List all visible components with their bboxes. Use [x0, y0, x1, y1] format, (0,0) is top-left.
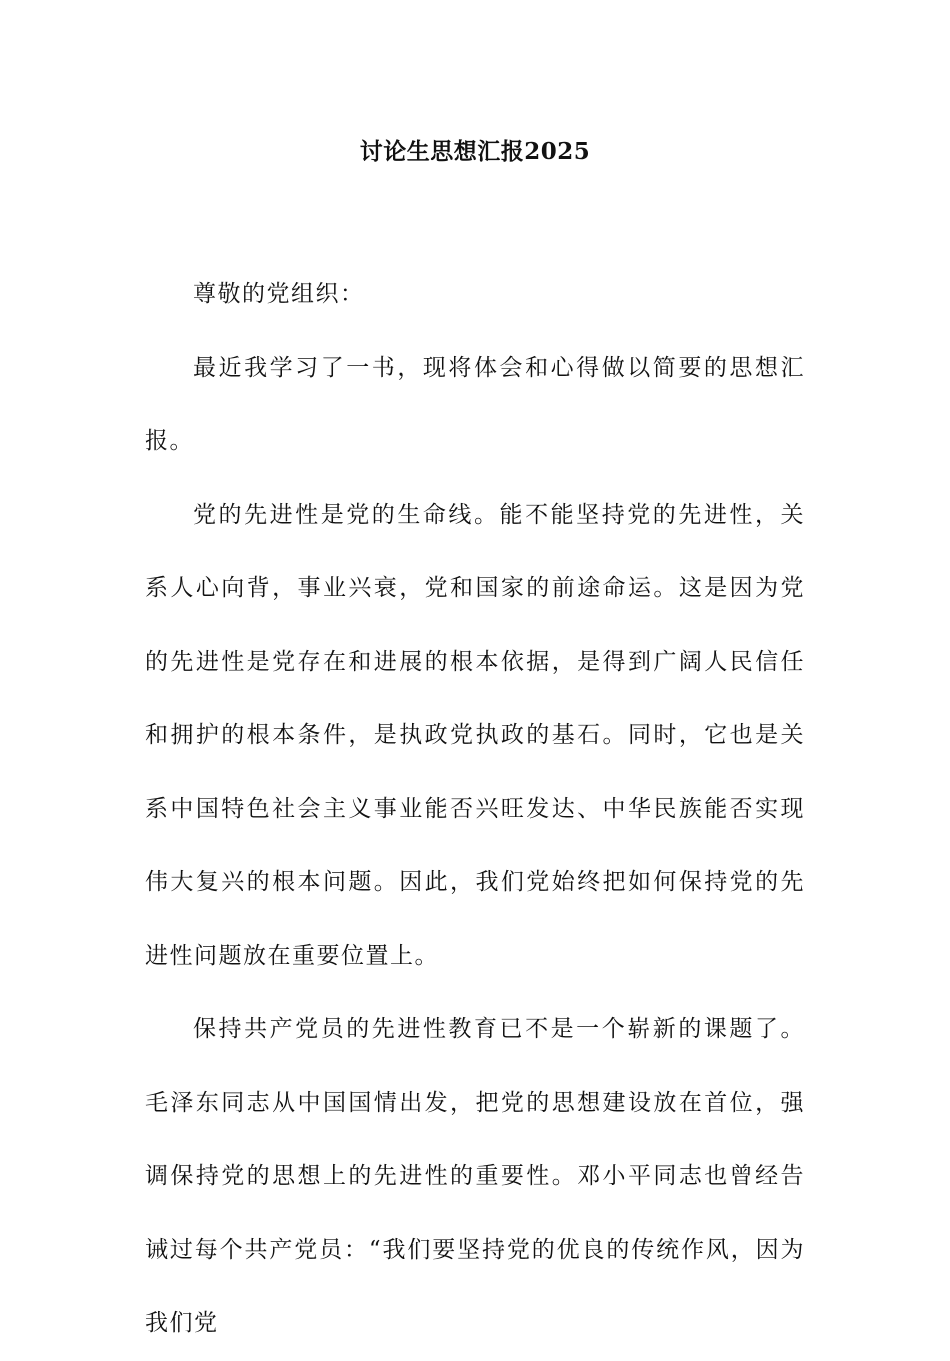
salutation: 尊敬的党组织：	[193, 281, 365, 307]
paragraph-2: 党的先进性是党的生命线。能不能坚持党的先进性，关系人心向背，事业兴衰，党和国家的前途命运。这是因为党的先进性是党存在和进展的根本依据，是得到广阔人民信任和拥护的根本条件，是执政党执政的基石。同时，它也是关系中国特色社会主义事业能否兴旺发达、中华民族能否实现伟大复兴的根本问题。因此，我们党始终把如何保持党的先进性问题放在重要位置上。	[145, 501, 805, 969]
paragraph-3: 保持共产党员的先进性教育已不是一个崭新的课题了。毛泽东同志从中国国情出发，把党的思想建设放在首位，强调保持党的思想上的先进性的重要性。邓小平同志也曾经告诫过每个共产党员：“我们要坚持党的优良的传统作风，因为我们党	[145, 1016, 805, 1336]
paragraph-1: 最近我学习了一书，现将体会和心得做以简要的思想汇报。	[145, 354, 805, 454]
document-body	[145, 258, 805, 1361]
document-title: 讨论生思想汇报2025	[359, 138, 591, 165]
